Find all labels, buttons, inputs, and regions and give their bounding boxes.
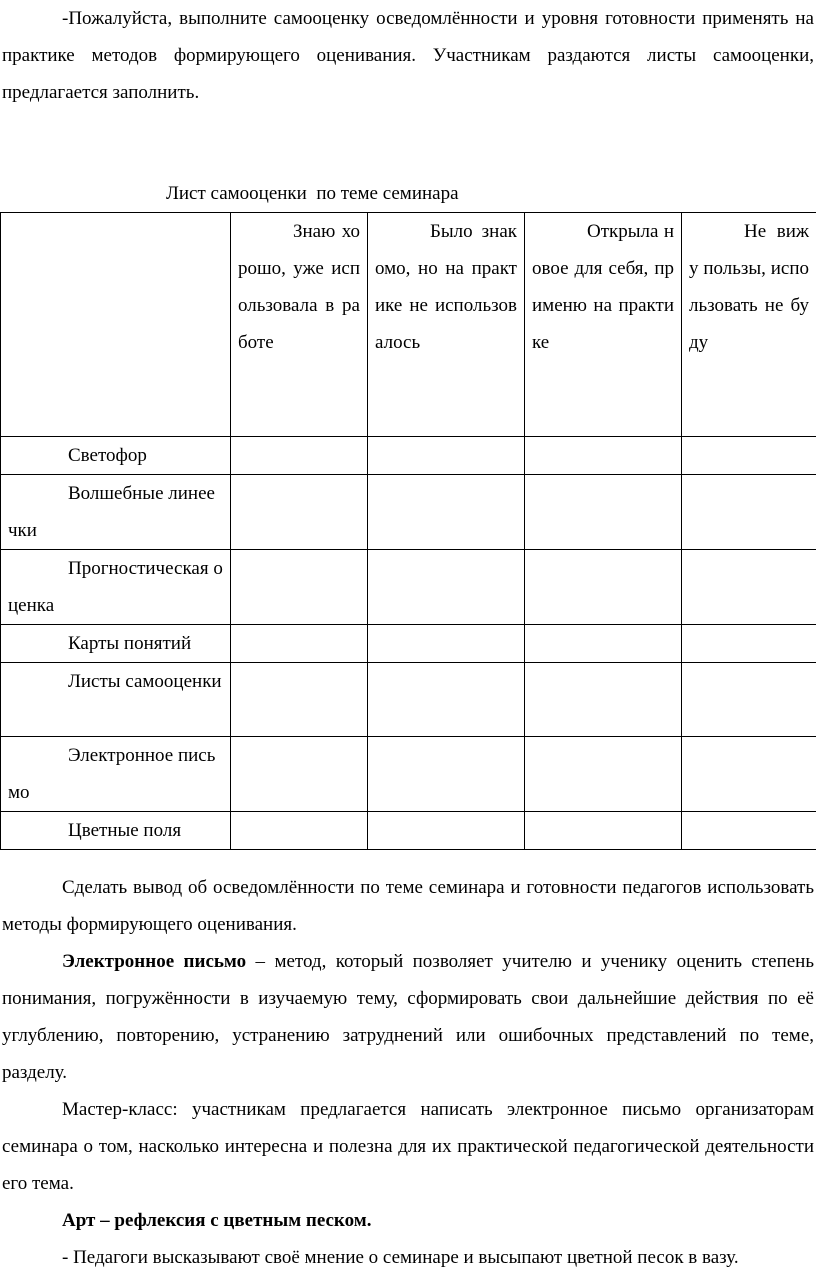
table-cell [368, 625, 525, 663]
table-cell [525, 625, 682, 663]
table-cell [682, 550, 816, 625]
intro-paragraph: -Пожалуйста, выполните самооценку осведомлённости и уровня готовности применять на практике методов формирующего оценивания. Участникам раздаются листы самооценки, предлагается заполнить. [2, 0, 814, 111]
table-cell [525, 550, 682, 625]
table-cell [231, 663, 368, 737]
table-cell [231, 475, 368, 550]
header-cell-no-use: Не вижу пользы, использовать не буду [682, 213, 816, 437]
table-row [1, 663, 816, 737]
table-row [1, 437, 816, 475]
art-reflection-heading-text: Арт – рефлексия с цветным песком. [62, 1210, 371, 1231]
table-cell [231, 550, 368, 625]
table-cell [368, 663, 525, 737]
table-header-row [1, 213, 816, 437]
table-cell [368, 437, 525, 475]
table-cell [525, 437, 682, 475]
bottom-section [2, 869, 814, 1276]
email-method-definition: – метод, который позволяет учителю и ученику оценить степень понимания, погружённости в изучаемую тему, сформировать свои дальнейшие действия по её углублению, повторению, устранению затруднений или ошибочных представлений по теме, разделу. [2, 951, 814, 1083]
table-cell [368, 475, 525, 550]
header-cell-discovered: Открыла новое для себя, применю на практике [525, 213, 682, 437]
table-cell [368, 550, 525, 625]
table-cell [682, 437, 816, 475]
table-row [1, 475, 816, 550]
header-cell-familiar: Было знакомо, но на практике не использовалось [368, 213, 525, 437]
table-cell [682, 737, 816, 812]
table-cell [682, 625, 816, 663]
table-cell [231, 737, 368, 812]
table-cell [525, 663, 682, 737]
table-row [1, 812, 816, 850]
header-cell-know-well: Знаю хорошо, уже использовала в работе [231, 213, 368, 437]
email-method-term: Электронное письмо [62, 951, 246, 972]
row-label: Светофор [1, 437, 231, 475]
self-assessment-table [0, 212, 816, 850]
table-cell [682, 663, 816, 737]
table-row [1, 737, 816, 812]
row-label: Цветные поля [1, 812, 231, 850]
row-label: Волшебные линеечки [1, 475, 231, 550]
table-cell [231, 625, 368, 663]
row-label: Листы самооценки [1, 663, 231, 737]
table-row [1, 550, 816, 625]
conclusion-paragraph: Сделать вывод об осведомлённости по теме семинара и готовности педагогов использовать методы формирующего оценивания. [2, 869, 814, 943]
table-cell [368, 812, 525, 850]
table-cell [682, 475, 816, 550]
table-cell [231, 812, 368, 850]
sheet-title: Лист самооценки по теме семинара [166, 175, 459, 212]
table-cell [525, 737, 682, 812]
table-cell [368, 737, 525, 812]
row-label: Прогностическая оценка [1, 550, 231, 625]
row-label: Карты понятий [1, 625, 231, 663]
row-label: Электронное письмо [1, 737, 231, 812]
header-cell-empty [1, 213, 231, 437]
table-cell [231, 437, 368, 475]
art-reflection-paragraph: - Педагоги высказывают своё мнение о семинаре и высыпают цветной песок в вазу. [2, 1239, 814, 1276]
table-cell [525, 812, 682, 850]
master-class-paragraph: Мастер-класс: участникам предлагается написать электронное письмо организаторам семинара о том, насколько интересна и полезна для их практической педагогической деятельности его тема. [2, 1091, 814, 1202]
table-row [1, 625, 816, 663]
email-method-paragraph [2, 943, 814, 1091]
table-cell [525, 475, 682, 550]
art-reflection-heading [2, 1202, 814, 1239]
table-cell [682, 812, 816, 850]
